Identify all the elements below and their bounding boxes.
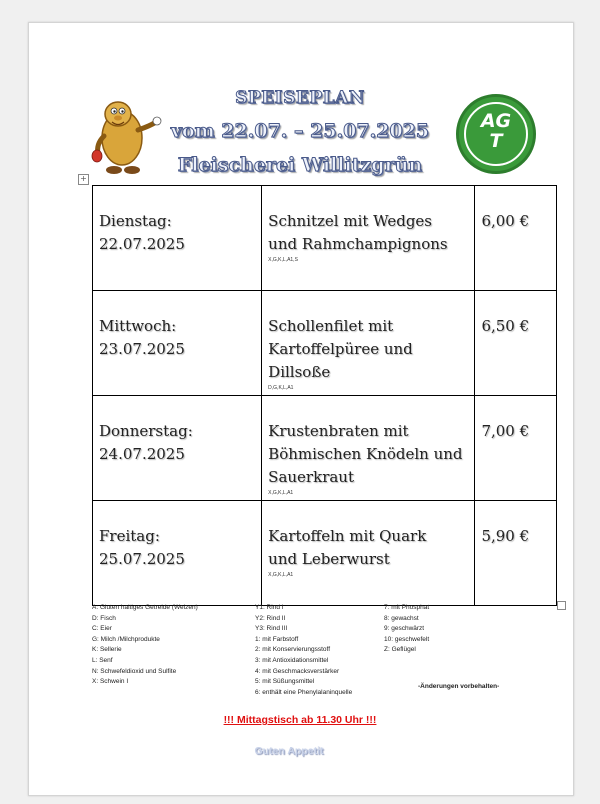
- legend-item: Y2: Rind II: [255, 614, 286, 622]
- day-cell[interactable]: [93, 501, 262, 606]
- day-date: 23.07.2025: [99, 340, 185, 358]
- price-cell[interactable]: [475, 501, 557, 606]
- legend-column-additives: [255, 603, 352, 698]
- dish-line: Kartoffelpüree und: [268, 340, 413, 358]
- day-date: 24.07.2025: [99, 445, 185, 463]
- dish-cell[interactable]: [262, 396, 475, 501]
- legend-item: 8: gewachst: [384, 614, 419, 622]
- dish-line: Dillsoße: [268, 363, 331, 381]
- allergen-codes: D,G,K,L,A1: [268, 385, 294, 391]
- legend-item: C: Eier: [92, 625, 112, 633]
- price: 7,00 €: [481, 422, 530, 440]
- allergen-codes: X,G,K,L,A1,S: [268, 257, 298, 263]
- price-cell[interactable]: [475, 186, 557, 291]
- logo-text-line2: T: [489, 130, 503, 152]
- legend-item: D: Fisch: [92, 614, 116, 622]
- day-name: Mittwoch:: [99, 317, 177, 335]
- legend-item: 7: mit Phosphat: [384, 604, 430, 611]
- table-row: [93, 501, 557, 606]
- dish-line: Schollenfilet mit: [268, 317, 394, 335]
- day-name: Donnerstag:: [99, 422, 193, 440]
- day-name: Freitag:: [99, 527, 160, 545]
- table-row: [93, 291, 557, 396]
- changes-note: -Änderungen vorbehalten-: [418, 683, 500, 690]
- legend-item: A: Gluten haltiges Getreide (Weizen): [92, 604, 198, 611]
- table-move-handle[interactable]: +: [78, 174, 89, 185]
- dish-line: und Leberwurst: [268, 550, 390, 568]
- dish-line: Kartoffeln mit Quark: [268, 527, 427, 545]
- day-cell[interactable]: [93, 396, 262, 501]
- legend-item: L: Senf: [92, 656, 113, 664]
- legend-item: 1: mit Farbstoff: [255, 635, 299, 643]
- logo-text-line1: AG: [480, 110, 512, 132]
- legend-item: K: Sellerie: [92, 646, 122, 654]
- price-cell[interactable]: [475, 396, 557, 501]
- table-row: [93, 186, 557, 291]
- company-name: Fleischerei Willitzgrün: [177, 154, 423, 176]
- menu-table: [92, 185, 557, 606]
- agt-logo: [456, 94, 536, 174]
- legend-item: Y1: Rind I: [255, 604, 284, 611]
- legend-item: 9: geschwärzt: [384, 625, 425, 633]
- legend-item: 4: mit Geschmacksverstärker: [255, 667, 340, 675]
- table-resize-handle[interactable]: [557, 601, 566, 610]
- legend-item: 10: geschwefelt: [384, 635, 430, 643]
- lunch-notice: !!! Mittagstisch ab 11.30 Uhr !!!: [223, 714, 377, 726]
- allergen-codes: X,G,K,L,A1: [268, 490, 294, 496]
- table-row: [93, 396, 557, 501]
- day-cell[interactable]: [93, 291, 262, 396]
- legend-item: 3: mit Antioxidationsmittel: [255, 656, 329, 664]
- dish-cell[interactable]: [262, 501, 475, 606]
- price: 6,50 €: [481, 317, 530, 335]
- legend-item: X: Schwein I: [92, 678, 129, 686]
- dish-line: Sauerkraut: [268, 468, 354, 486]
- day-date: 25.07.2025: [99, 550, 185, 568]
- price-cell[interactable]: [475, 291, 557, 396]
- dish-line: Krustenbraten mit: [268, 422, 409, 440]
- legend-item: Z: Geflügel: [384, 646, 416, 654]
- dish-line: Böhmischen Knödeln und: [268, 445, 463, 463]
- legend-item: G: Milch /Milchprodukte: [92, 635, 160, 643]
- legend-column-other: [384, 603, 429, 656]
- dish-line: Schnitzel mit Wedges: [268, 212, 433, 230]
- dish-cell[interactable]: [262, 186, 475, 291]
- menu-title: SPEISEPLAN: [235, 88, 365, 108]
- day-date: 22.07.2025: [99, 235, 185, 253]
- legend-item: N: Schwefeldioxid und Sulfite: [92, 667, 177, 675]
- day-cell[interactable]: [93, 186, 262, 291]
- dish-cell[interactable]: [262, 291, 475, 396]
- legend-item: 6: enthält eine Phenylalaninquelle: [255, 688, 353, 696]
- legend-column-allergens: [92, 603, 198, 688]
- legend-item: 5: mit Süßungsmittel: [255, 678, 315, 686]
- dish-line: und Rahmchampignons: [268, 235, 448, 253]
- legend-item: Y3: Rind III: [255, 625, 288, 633]
- legend-item: 2: mit Konservierungsstoff: [255, 646, 331, 654]
- price: 5,90 €: [481, 527, 530, 545]
- price: 6,00 €: [481, 212, 530, 230]
- date-range: vom 22.07. – 25.07.2025: [170, 120, 430, 142]
- day-name: Dienstag:: [99, 212, 172, 230]
- allergen-codes: X,G,K,L,A1: [268, 572, 294, 578]
- appetit-text: Guten Appetit: [254, 745, 324, 757]
